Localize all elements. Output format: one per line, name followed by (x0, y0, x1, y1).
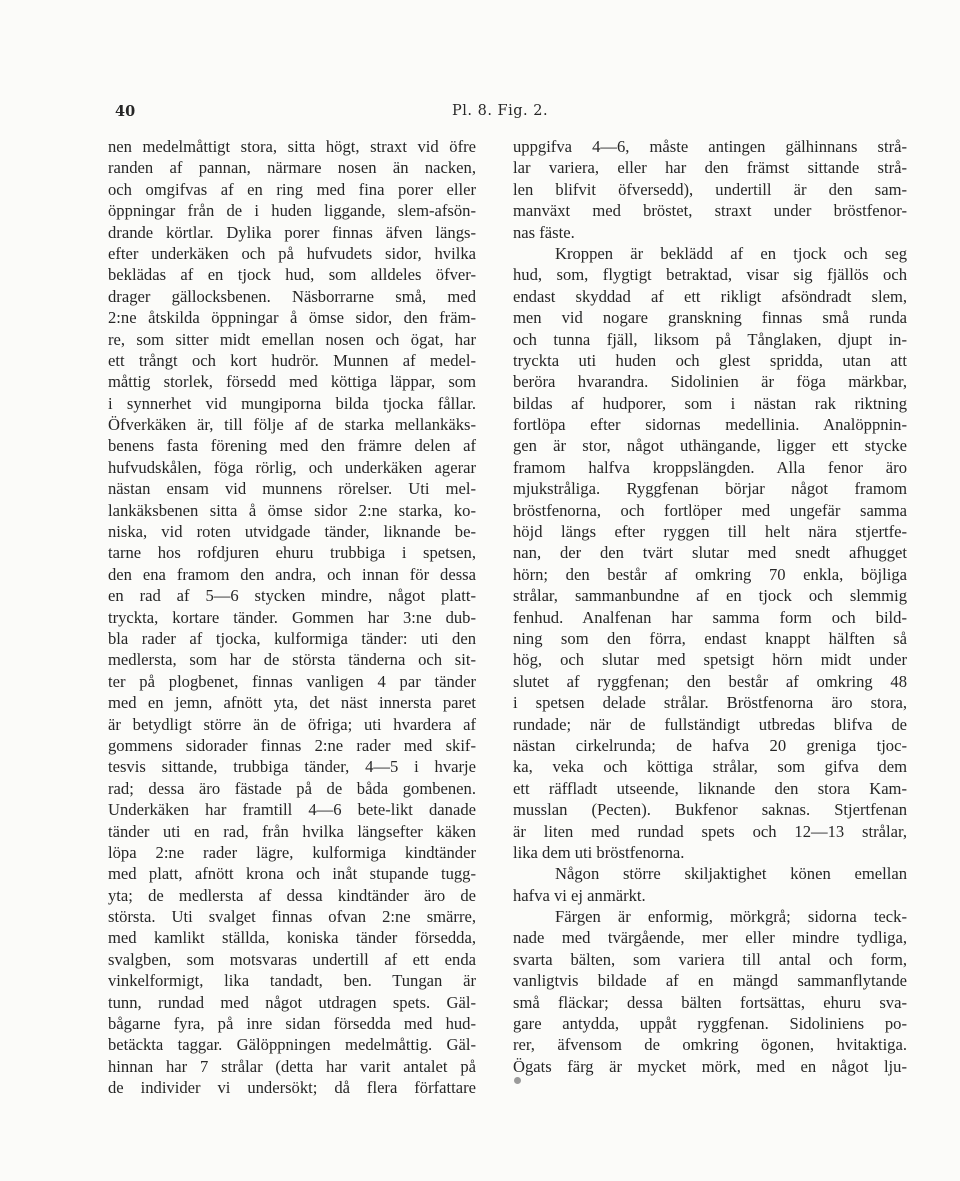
text-line: måttig storlek, försedd med köttiga läppar, som (108, 372, 476, 392)
text-line: med kamlikt ställda, koniska tänder försedda, (108, 928, 476, 948)
text-line: len blifvit öfversedd), undertill är den sam- (513, 179, 907, 199)
text-line: Ögats färg är mycket mörk, med en något lju- (513, 1056, 907, 1076)
text-line: små fläckar; dessa bälten fortsättas, ehuru sva- (513, 992, 907, 1012)
text-line: tesvis sittande, trubbiga tänder, 4—5 i hvarje (108, 757, 476, 777)
text-line: hafva vi ej anmärkt. (513, 885, 646, 905)
text-line: hörn; den består af omkring 70 enkla, böjliga (513, 564, 907, 584)
text-line: Någon större skiljaktighet könen emellan (555, 864, 907, 884)
text-line: bildas af hudporer, som i nästan rak riktning (513, 393, 907, 413)
text-line: höjd längs efter ryggen till helt nära stjertfe- (513, 522, 907, 542)
text-line: ka, veka och köttiga strålar, som gifva dem (513, 757, 907, 777)
text-line: fortlöpa efter sidornas medellinia. Analöppnin- (513, 415, 907, 435)
text-line: Underkäken har framtill 4—6 bete-likt danade (108, 800, 476, 820)
text-line: lar variera, eller har den främst sittande strå- (513, 158, 907, 178)
text-line: i synnerhet vid mungiporna bilda tjocka fållar. (108, 393, 476, 413)
text-line: lankäksbenen sitta å ömse sidor 2:ne starka, ko- (108, 500, 476, 520)
text-line: den ena framom den andra, och innan för dessa (108, 564, 476, 584)
text-line: nästan ensam vid munnens rörelser. Uti mel- (108, 479, 476, 499)
text-line: svalgben, som motsvaras undertill af ett enda (108, 949, 476, 969)
plate-reference: Pl. 8. Fig. 2. (452, 103, 549, 119)
text-line: största. Uti svalget finnas ofvan 2:ne smärre, (108, 907, 476, 927)
text-line: drager gällocksbenen. Näsborrarne små, med (108, 286, 476, 306)
text-line: vinkelformigt, lika tandadt, ben. Tungan är (108, 971, 476, 991)
text-line: ning som den förra, endast knappt hälften så (513, 628, 907, 648)
text-line: med platt, afnött krona och inåt stupande tugg- (108, 864, 476, 884)
text-line: lika dem uti bröstfenorna. (513, 842, 685, 862)
text-line: gen är stor, något uthängande, ligger ett stycke (513, 436, 907, 456)
text-line: ett räffladt utseende, liknande den stora Kam- (513, 778, 907, 798)
text-line: Öfverkäken är, till följe af de starka mellankäks- (108, 415, 476, 435)
text-line: vanligtvis bildade af en mängd sammanflytande (513, 971, 907, 991)
text-line: öppningar från de i huden liggande, slem-afsön- (108, 201, 476, 221)
page-number: 40 (115, 103, 136, 120)
text-line: manväxt med bröstet, straxt under bröstfenor- (513, 201, 907, 221)
left-text-column (108, 136, 476, 1099)
text-line: rundade; när de fullständigt utbredas blifva de (513, 714, 907, 734)
text-line: strålar, sammanbundne af en tjock och slemmig (513, 586, 907, 606)
text-line: beröra hvarandra. Sidolinien är föga märkbar, (513, 372, 907, 392)
text-line: slutet af ryggfenan; den består af omkring 48 (513, 671, 907, 691)
text-line: endast skyddad af ett rikligt afsöndradt slem, (513, 286, 907, 306)
text-line: och tunna fjäll, liksom på Tånglaken, djupt in- (513, 329, 907, 349)
running-header (0, 103, 960, 127)
text-line: niska, vid roten utvidgade tänder, liknande be- (108, 522, 476, 542)
text-line: med en jemn, afnött yta, det näst innersta paret (108, 693, 476, 713)
text-line: hinnan har 7 strålar (detta har varit antalet på (108, 1056, 476, 1076)
text-line: mjukstråliga. Ryggfenan börjar något framom (513, 479, 907, 499)
text-line: är betydligt större än de öfriga; uti hvardera af (108, 714, 476, 734)
text-line: ter på plogbenet, finnas vanligen 4 par tänder (108, 671, 476, 691)
text-line: nästan cirkelrunda; de hafva 20 greniga tjoc- (513, 735, 907, 755)
text-line: 2:ne åtskilda öppningar å ömse sidor, den främ- (108, 308, 476, 328)
text-line: benens fasta förening med den främre delen af (108, 436, 476, 456)
text-line: nen medelmåttigt stora, sitta högt, straxt vid öfre (108, 137, 476, 156)
text-line: Kroppen är beklädd af en tjock och seg (555, 243, 907, 263)
text-line: Färgen är enformig, mörkgrå; sidorna teck- (555, 907, 907, 927)
text-line: nan, der den tvärt slutar med snedt afhugget (513, 543, 907, 563)
text-line: bla rader af tjocka, kulformiga tänder: uti den (108, 628, 476, 648)
text-line: medlersta, som har de största tänderna och sit- (108, 650, 476, 670)
text-line: ett trångt och kort hudrör. Munnen af medel- (108, 350, 476, 370)
text-line: drande körtlar. Dylika porer finnas äfven längs- (108, 222, 476, 242)
text-line: de individer vi undersökt; då flera författare (108, 1078, 476, 1098)
right-text-column (513, 136, 907, 1077)
text-line: svarta bälten, som variera till antal och form, (513, 949, 907, 969)
text-line: bröstfenorna, och fortlöper med ungefär samma (513, 500, 907, 520)
text-line: gommens sidorader finnas 2:ne rader med skif- (108, 735, 476, 755)
text-line: i spetsen delade strålar. Bröstfenorna äro stora, (513, 693, 907, 713)
text-line: efter underkäken och på hufvudets sidor, hvilka (108, 243, 476, 263)
text-line: re, som sitter midt emellan nosen och ögat, har (108, 329, 476, 349)
text-line: tarne hos rofdjuren ehuru trubbiga i spetsen, (108, 543, 476, 563)
text-line: betäckta taggar. Gälöppningen medelmåttig. Gäl- (108, 1035, 476, 1055)
text-line: nade med tvärgående, mer eller mindre tydliga, (513, 928, 907, 948)
text-line: hufvudskålen, föga rörlig, och underkäken agerar (108, 457, 476, 477)
text-line: men vid nogare granskning finnas små runda (513, 308, 907, 328)
text-line: är liten med rundad spets och 12—13 strålar, (513, 821, 907, 841)
text-line: hud, som, flygtigt betraktad, visar sig fjällös och (513, 265, 907, 285)
text-line: tryckta, kortare tänder. Gommen har 3:ne dub- (108, 607, 476, 627)
text-line: rad; dessa äro fästade på de båda gombenen. (108, 778, 476, 798)
text-line: randen af pannan, närmare nosen än nacken, (108, 158, 476, 178)
text-line: bågarne fyra, på inre sidan försedda med hud- (108, 1014, 476, 1034)
text-line: gare antydda, uppåt ryggfenan. Sidoliniens po- (513, 1014, 907, 1034)
text-line: nas fäste. (513, 222, 575, 242)
text-line: fenhud. Analfenan har samma form och bild- (513, 607, 907, 627)
text-line: och omgifvas af en ring med fina porer eller (108, 179, 476, 199)
text-line: tänder uti en rad, från hvilka längsefter käken (108, 821, 476, 841)
text-line: tunn, rundad med något utdragen spets. Gäl- (108, 992, 476, 1012)
text-line: hög, och slutar med spetsigt hörn midt under (513, 650, 907, 670)
text-line: beklädas af en tjock hud, som alldeles öfver- (108, 265, 476, 285)
ink-speck (514, 1077, 521, 1084)
text-line: uppgifva 4—6, måste antingen gälhinnans strå- (513, 137, 907, 156)
text-line: rer, äfvensom de omkring ögonen, hvitaktiga. (513, 1035, 907, 1055)
text-line: en rad af 5—6 stycken mindre, något platt- (108, 586, 476, 606)
text-line: framom halfva kroppslängden. Alla fenor äro (513, 457, 907, 477)
text-line: tryckta uti huden och glest spridda, utan att (513, 350, 907, 370)
text-line: musslan (Pecten). Bukfenor saknas. Stjertfenan (513, 800, 907, 820)
text-line: löpa 2:ne rader lägre, kulformiga kindtänder (108, 842, 476, 862)
text-line: yta; de medlersta af dessa kindtänder äro de (108, 885, 476, 905)
